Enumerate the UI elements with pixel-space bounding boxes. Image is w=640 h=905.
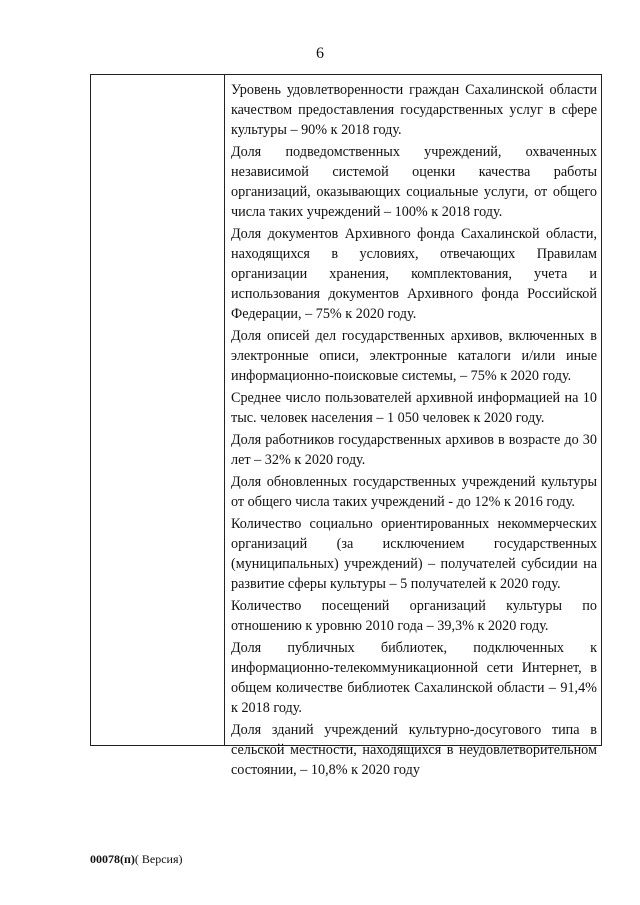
paragraph-independent-assessment: Доля подведомственных учреждений, охваченных независимой системой оценки качества работы организаций, оказывающих социальные услуги, от общего числа таких учреждений – 100% к 2018 году.	[231, 144, 597, 220]
table-right-column	[231, 80, 597, 782]
paragraph-rural-buildings: Доля зданий учреждений культурно-досугового типа в сельской местности, находящихся в неудовлетворительном состоянии, – 10,8% к 2020 году	[231, 722, 597, 778]
document-table	[90, 74, 602, 778]
paragraph-archive-users: Среднее число пользователей архивной информацией на 10 тыс. человек населения – 1 050 человек к 2020 году.	[231, 390, 597, 426]
paragraph-libraries-internet: Доля публичных библиотек, подключенных к информационно-телекоммуникационной сети Интернет, в общем количестве библиотек Сахалинской области – 91,4% к 2018 году.	[231, 640, 597, 716]
paragraph-young-workers: Доля работников государственных архивов в возрасте до 30 лет – 32% к 2020 году.	[231, 432, 597, 468]
paragraph-nonprofit-subsidies: Количество социально ориентированных некоммерческих организаций (за исключением государственных (муниципальных) учреждений) – получателей субсидии на развитие сферы культуры – 5 получателей к 2020 году.	[231, 516, 597, 592]
paragraph-electronic-inventories: Доля описей дел государственных архивов, включенных в электронные описи, электронные каталоги и/или иные информационно-поисковые системы, – 75% к 2020 году.	[231, 328, 597, 384]
table-left-column	[91, 75, 225, 745]
paragraph-renovated-institutions: Доля обновленных государственных учреждений культуры от общего числа таких учреждений - до 12% к 2016 году.	[231, 474, 597, 510]
page-number: 6	[316, 45, 324, 62]
footer-document-code	[90, 852, 183, 866]
footer-version: ( Версия)	[134, 852, 183, 866]
footer-code: 00078(п)	[90, 852, 135, 866]
paragraph-satisfaction: Уровень удовлетворенности граждан Сахалинской области качеством предоставления государственных услуг в сфере культуры – 90% к 2018 году.	[231, 82, 597, 138]
paragraph-visits: Количество посещений организаций культуры по отношению к уровню 2010 года – 39,3% к 2020 году.	[231, 598, 597, 634]
paragraph-archive-documents: Доля документов Архивного фонда Сахалинской области, находящихся в условиях, отвечающих Правилам организации хранения, комплектования, учета и использования документов Архивного фонда Российской Федерации, – 75% к 2020 году.	[231, 226, 597, 322]
